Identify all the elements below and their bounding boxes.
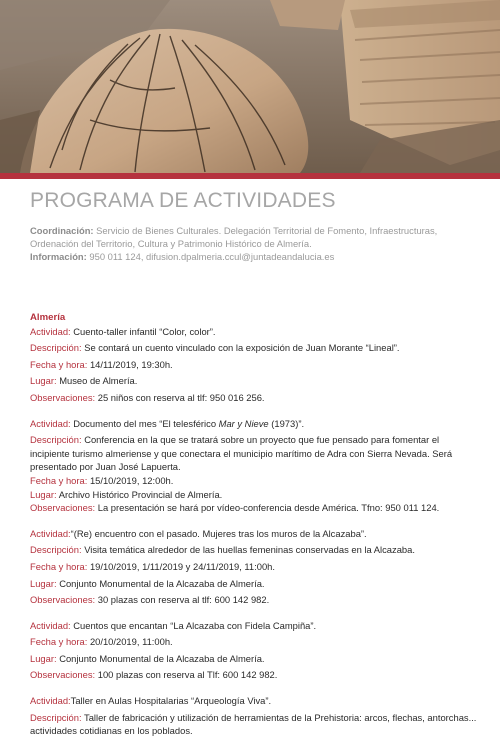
description-label: Descripción: [30,342,82,354]
activity-label: Actividad: [30,325,71,337]
activity-value: Cuentos que encantan “La Alcazaba con Fidela Campiña”. [73,619,317,631]
notes-label: Observaciones: [30,502,96,514]
activity-value-pre: Documento del mes “El telesférico [73,417,219,429]
date-label: Fecha y hora: [30,474,88,486]
activity-item [30,417,478,515]
date-value: 15/10/2019, 12:00h. [89,474,174,486]
place-label: Lugar: [30,488,57,500]
place-value: Museo de Almería. [59,375,138,387]
activity-value: “(Re) encuentro con el pasado. Mujeres tras los muros de la Alcazaba”. [70,527,367,539]
notes-label: Observaciones: [30,391,96,403]
activity-item [30,527,478,607]
activity-label: Actividad: [30,695,71,707]
notes-value: 25 niños con reserva al tlf: 950 016 256. [97,391,265,403]
coordination-label: Coordinación: [30,225,94,236]
location-heading: Almería [30,312,66,323]
place-label: Lugar: [30,577,57,589]
date-value: 19/10/2019, 1/11/2019 y 24/11/2019, 11:00h. [89,560,275,572]
activity-item [30,694,478,738]
notes-value: La presentación se hará por vídeo-conferencia desde América. Tfno: 950 011 124. [97,502,440,514]
notes-label: Observaciones: [30,669,96,681]
date-value: 14/11/2019, 19:30h. [89,358,173,370]
activity-label: Actividad: [30,619,71,631]
activity-value: Taller en Aulas Hospitalarias “Arqueología Viva”. [70,695,272,707]
activities-section [30,311,478,750]
date-label: Fecha y hora: [30,636,88,648]
activity-value-post: (1973)”. [268,417,305,429]
activity-item [30,325,478,405]
date-value: 20/10/2019, 11:00h. [89,636,173,648]
red-divider-bar [0,173,500,179]
page-title: PROGRAMA DE ACTIVIDADES [30,189,336,212]
excavation-photo [0,0,500,173]
place-label: Lugar: [30,375,57,387]
information-label: Información: [30,251,87,262]
description-value: Se contará un cuento vinculado con la exposición de Juan Morante “Lineal”. [84,342,400,354]
place-label: Lugar: [30,652,57,664]
notes-label: Observaciones: [30,594,96,606]
activity-value-italic: Mar y Nieve [218,417,269,429]
activity-value: Cuento-taller infantil “Color, color”. [73,325,216,337]
intro-block [30,224,476,263]
information-line [30,250,476,263]
photo-illustration [0,0,500,173]
coordination-line [30,224,476,250]
notes-value: 100 plazas con reserva al Tlf: 600 142 982. [97,669,278,681]
header-section [30,185,476,263]
description-label: Descripción: [30,544,82,556]
coordination-text: Servicio de Bienes Culturales. Delegación Territorial de Fomento, Infraestructuras, Ordenación del Territorio, Cultura y Patrimonio Histórico de Almería. [30,225,438,249]
description-label: Descripción: [30,711,82,723]
place-value: Archivo Histórico Provincial de Almería. [58,488,223,500]
activity-label: Actividad: [30,417,71,429]
notes-value: 30 plazas con reserva al tlf: 600 142 982. [97,594,270,606]
description-value: Conferencia en la que se tratará sobre un proyecto que fue pensado para fomentar el incipiente turismo almeriense y que conectara el municipio marítimo de Adra con Sierra Nevada. Será presentado por Juan José Lapuerta. [30,434,453,473]
activity-item [30,619,478,682]
information-text: 950 011 124, difusion.dpalmeria.ccul@juntadeandalucia.es [86,251,335,262]
place-value: Conjunto Monumental de la Alcazaba de Almería. [59,577,265,589]
description-value: Taller de fabricación y utilización de herramientas de la Prehistoria: arcos, flechas, antorchas... actividades cotidianas en los poblados. [30,711,477,737]
date-label: Fecha y hora: [30,560,88,572]
description-value: Visita temática alrededor de las huellas femeninas conservadas en la Alcazaba. [84,544,415,556]
date-label: Fecha y hora: [30,358,88,370]
place-value: Conjunto Monumental de la Alcazaba de Almería. [59,652,265,664]
activity-label: Actividad: [30,527,71,539]
description-label: Descripción: [30,434,82,446]
